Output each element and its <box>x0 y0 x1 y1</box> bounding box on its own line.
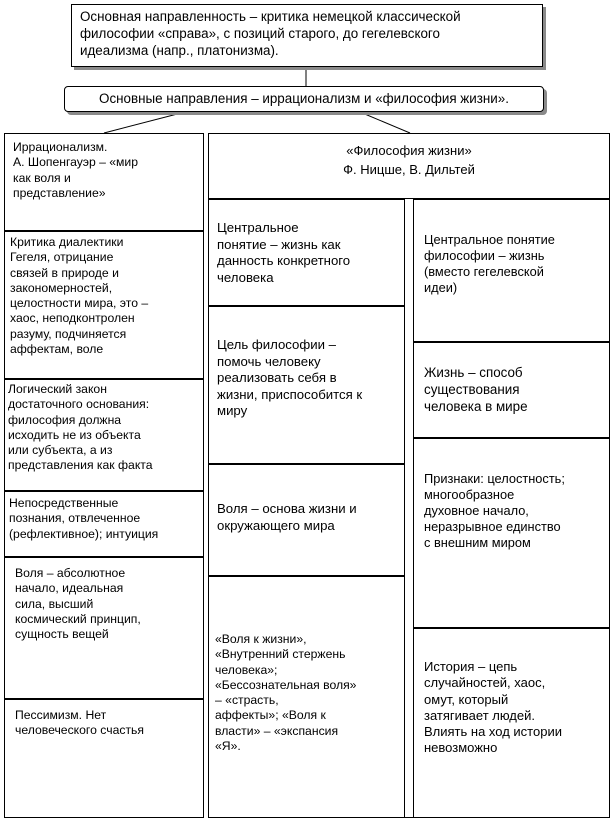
dilthey-life-mode: Жизнь – способ существования человека в мире <box>413 342 610 438</box>
irrationalism-item-dialectics: Критика диалектики Гегеля, отрицание связей в природе и закономерностей, целостности мира, это – хаос, неподконтролен разуму, подчиняется аффектам, воле <box>4 231 204 379</box>
connector-directions-to-right <box>360 112 410 133</box>
irrationalism-item-cognition: Непосредственные познания, отвлеченное (рефлективное); интуиция <box>4 491 204 557</box>
irrationalism-item-pessimism: Пессимизм. Нет человеческого счастья <box>4 699 204 818</box>
irrationalism-header: Иррационализм. А. Шопенгауэр – «мир как воля и представление» <box>4 133 204 231</box>
dilthey-signs: Признаки: целостность; многообразное духовное начало, неразрывное единство с внешним миром <box>413 438 610 628</box>
nietzsche-will: Воля – основа жизни и окружающего мира <box>208 464 405 576</box>
nietzsche-goal: Цель философии – помочь человеку реализовать себя в жизни, приспособится к миру <box>208 306 405 464</box>
irrationalism-item-will: Воля – абсолютное начало, идеальная сила, высший космический принцип, сущность вещей <box>4 557 204 699</box>
dilthey-history: История – цепь случайностей, хаос, омут, который затягивает людей. Влиять на ход истории невозможно <box>413 628 610 818</box>
dilthey-central-concept: Центральное понятие философии – жизнь (вместо гегелевской идеи) <box>413 199 610 342</box>
main-direction-box: Основная направленность – критика немецкой классической философии «справа», с позиций старого, до гегелевского идеализма (напр., платонизма). <box>71 4 543 67</box>
nietzsche-central-concept: Центральное понятие – жизнь как данность конкретного человека <box>208 199 405 306</box>
main-directions-box: Основные направления – иррационализм и «философия жизни». <box>64 86 544 112</box>
philosophy-of-life-header: «Философия жизни» Ф. Ницше, В. Дильтей <box>208 133 610 199</box>
connector-directions-to-left <box>104 112 185 133</box>
nietzsche-will-to-power: «Воля к жизни», «Внутренний стержень человека»; «Бессознательная воля» – «страсть, аффекты»; «Воля к власти» – «экспансия «Я». <box>208 576 405 818</box>
irrationalism-item-logic: Логический закон достаточного основания: философия должна исходить не из объекта или субъекта, а из представления как факта <box>4 379 204 491</box>
